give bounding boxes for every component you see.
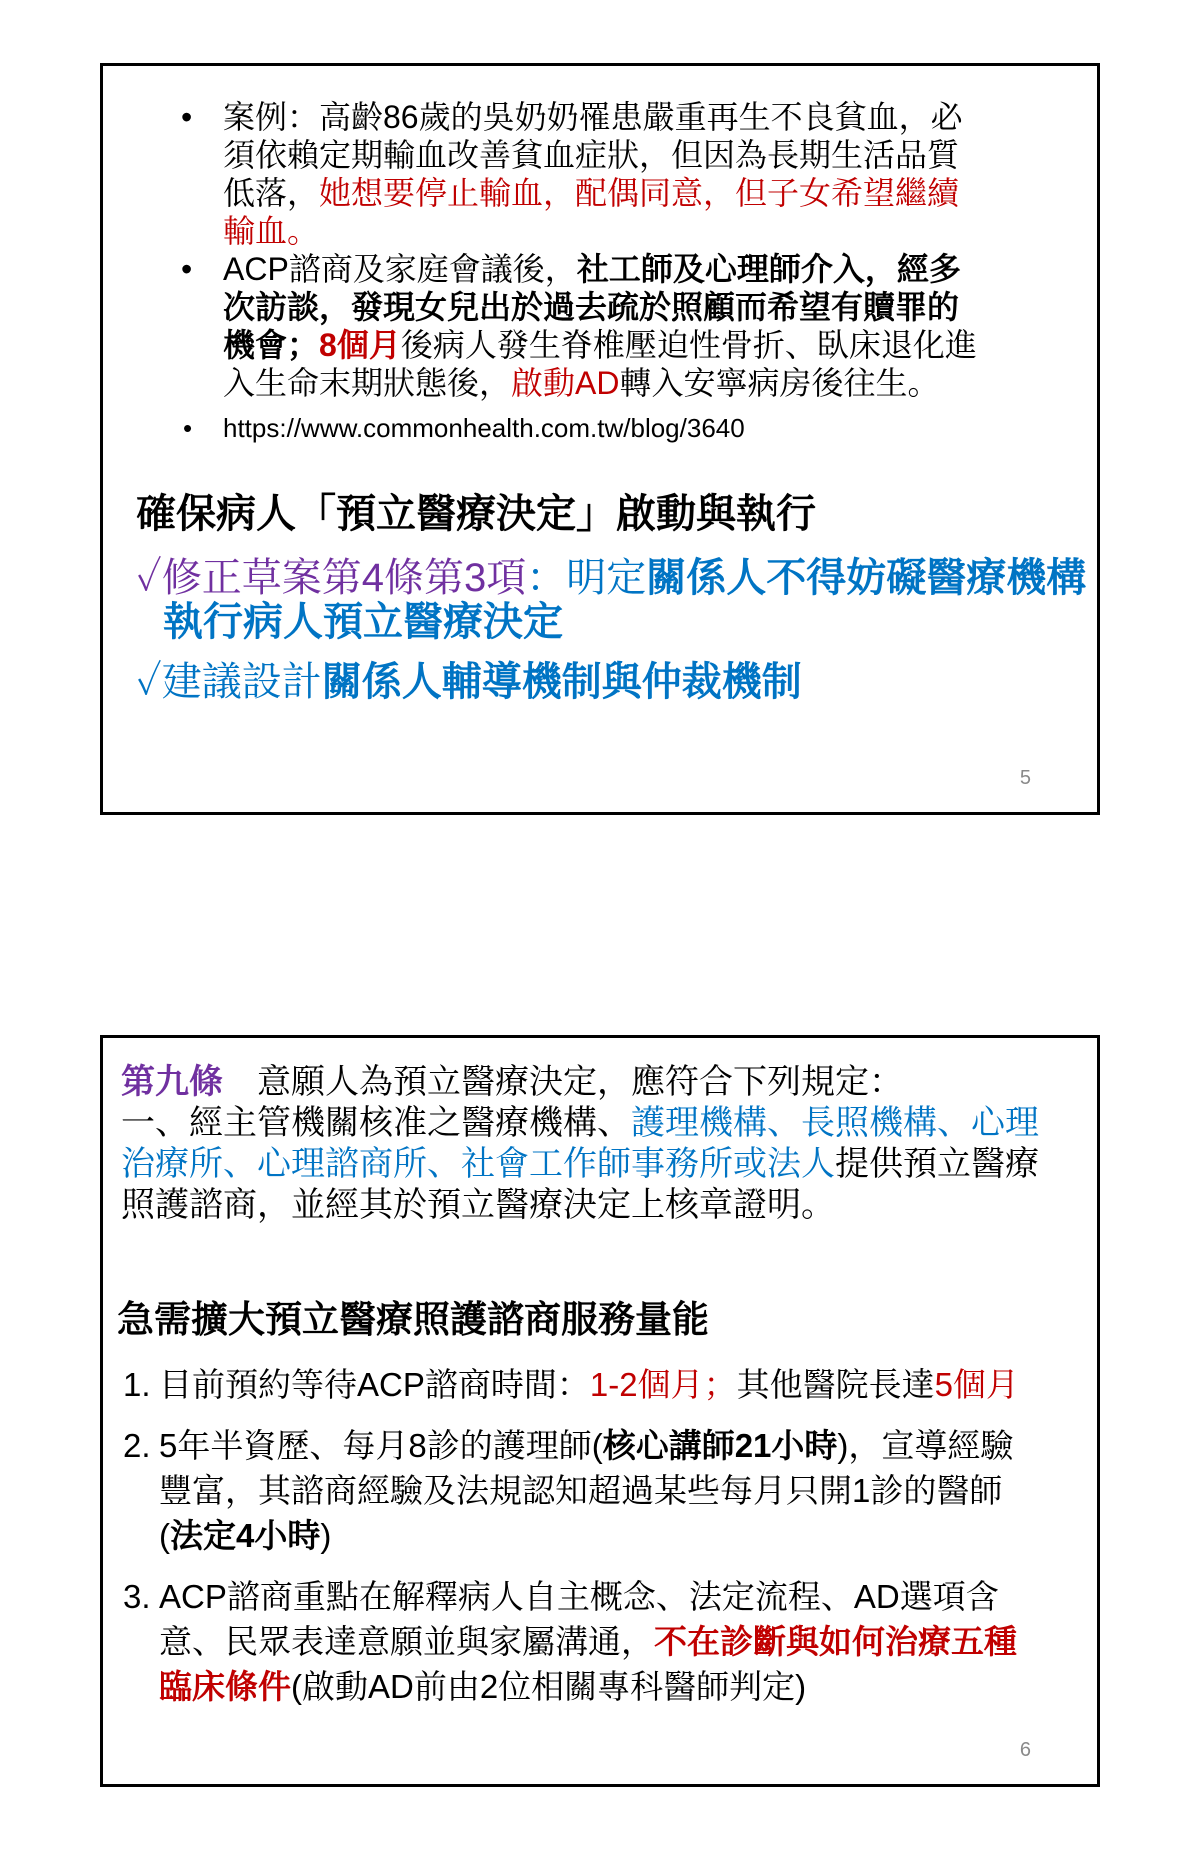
text-run: ✓修正草案第4條第3項	[136, 556, 527, 600]
text-run: 轉入安寧病房後往生。	[619, 365, 940, 401]
item-text	[159, 1366, 1019, 1403]
numbered-item-1	[123, 1362, 1039, 1407]
text-run: 8個月	[319, 327, 401, 363]
text-run: ACP諮商重點在解釋病人自主概念、法定流程、AD選項含意、民眾表達意願並與家屬溝通，	[159, 1578, 999, 1660]
text-run: 第九條	[121, 1063, 223, 1101]
slide-6	[100, 1035, 1100, 1787]
text-run: 其他醫院長達	[736, 1366, 935, 1403]
item-number: 2.	[123, 1427, 151, 1464]
text-run: 護理機構、長照機構、心理治療所、心理諮商所、社會工作師事務所或法人	[121, 1104, 1039, 1183]
text-run: )	[320, 1517, 332, 1554]
check-item-suggestion	[136, 660, 1100, 704]
text-run: 啟動AD	[511, 365, 620, 401]
bullet-source-url	[223, 412, 983, 444]
item-number: 1.	[123, 1366, 151, 1403]
page-number-6: 6	[1019, 1739, 1031, 1761]
text-run: 一、經主管機關核准之醫療機構、	[121, 1104, 631, 1142]
text-run: (啟動AD前由2位相關專科醫師判定)	[291, 1668, 807, 1705]
text-run: ACP諮商及家庭會議後，	[223, 251, 577, 287]
text-run: 提供預立醫療照護諮商，並經其於預立醫療決定上核章證明。	[121, 1145, 1039, 1224]
text-run: 法定4小時	[170, 1517, 321, 1554]
article-9-block	[121, 1062, 1051, 1226]
text-run: 目前預約等待ACP諮商時間：	[159, 1366, 590, 1403]
text-run: 關係人不得妨礙醫療機構執行病人預立醫療決定	[163, 556, 1087, 644]
text-run: )，宣導經驗豐富，其諮商經驗及法規認知超過某些每月只開1診的醫師(	[159, 1427, 1014, 1554]
text-run: 社工師及心理師介入，經多次訪談，發現女兒出於過去疏於照顧而希望有贖罪的機會；	[223, 251, 961, 363]
text-run: 關係人輔導機制與仲裁機制	[321, 660, 802, 704]
text-run: 後病人發生脊椎壓迫性骨折、臥床退化進入生命末期狀態後，	[223, 327, 977, 401]
item-text	[159, 1578, 1017, 1705]
bullet-case-story	[223, 98, 983, 250]
text-run: ：明定	[526, 556, 647, 600]
text-run: 她想要停止輸血，配偶同意，但子女希望繼續輸血。	[223, 175, 960, 249]
text-run: https://www.commonhealth.com.tw/blog/3640	[223, 413, 745, 443]
bullet-list	[103, 98, 983, 444]
text-run: 核心講師21小時	[602, 1427, 838, 1464]
article-9-body	[121, 1103, 1051, 1226]
text-run: 案例：高齡86歲的吳奶奶罹患嚴重再生不良貧血，必須依賴定期輸血改善貧血症狀，但因為長期生活品質低落，	[223, 99, 963, 211]
text-run: 5年半資歷、每月8診的護理師(	[159, 1427, 603, 1464]
item-text	[159, 1427, 1013, 1554]
text-run: ✓建議設計	[136, 660, 322, 704]
text-run: ；	[703, 1366, 737, 1403]
numbered-item-3	[123, 1574, 1039, 1709]
item-number: 3.	[123, 1578, 151, 1615]
text-run: 不在診斷與如何治療五種臨床條件	[159, 1623, 1017, 1705]
page-number-5: 5	[1019, 767, 1031, 789]
numbered-item-2	[123, 1423, 1039, 1558]
check-item-amendment	[136, 556, 1100, 644]
article-9-title-line	[121, 1062, 1051, 1103]
slide6-heading: 急需擴大預立醫療照護諮商服務量能	[117, 1299, 709, 1340]
text-run: 意願人為預立醫療決定，應符合下列規定：	[223, 1063, 903, 1101]
bullet-acp-outcome	[223, 250, 983, 402]
numbered-list	[123, 1362, 1039, 1709]
text-run: 5個月	[934, 1366, 1019, 1403]
slide5-heading: 確保病人「預立醫療決定」啟動與執行	[136, 492, 816, 536]
slide-5	[100, 63, 1100, 815]
text-run: 1-2個月	[589, 1366, 704, 1403]
